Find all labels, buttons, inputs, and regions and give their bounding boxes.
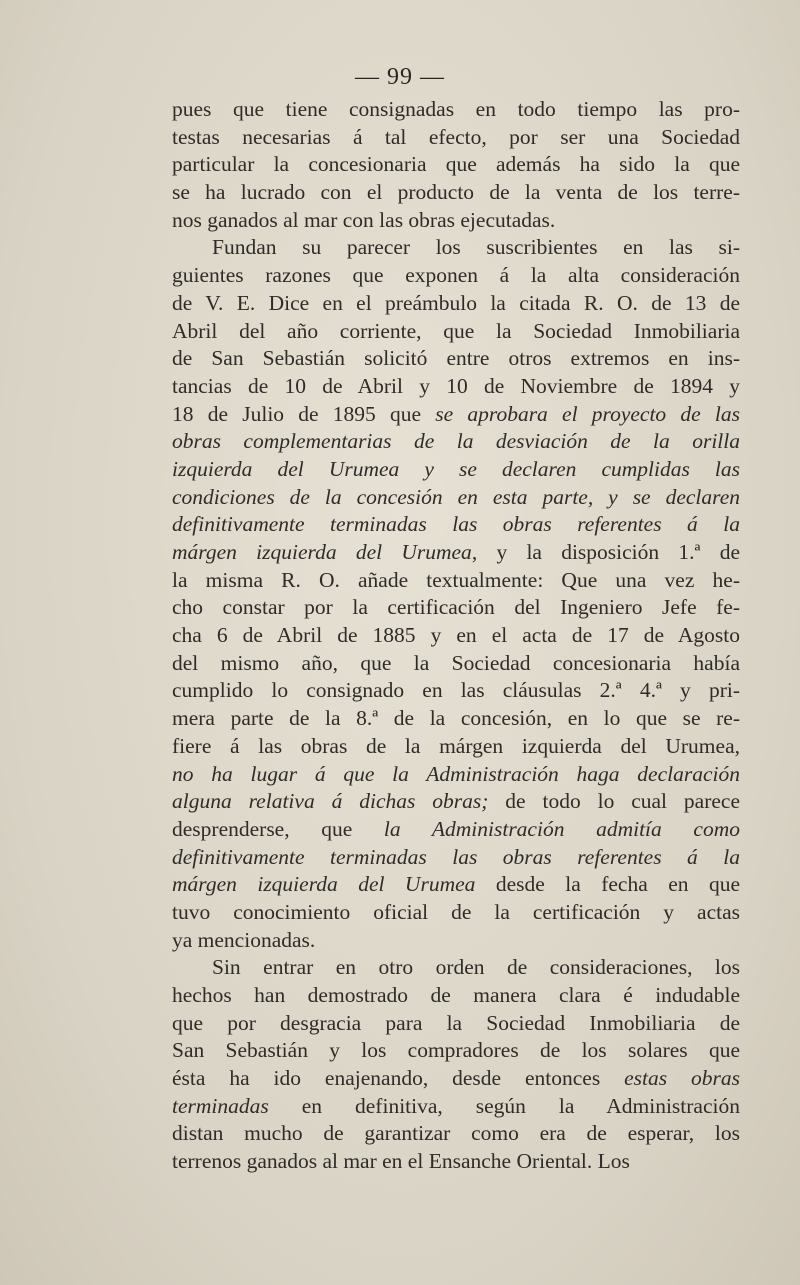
text-line [172,954,740,982]
paragraph [172,954,740,1176]
text-segment: de todo lo cual parece [488,789,740,814]
text-line [172,871,740,899]
text-line [172,899,740,927]
text-line [172,290,740,318]
italic-text: definitivamente terminadas las obras referentes á la [172,844,740,869]
text-segment: 18 de Julio de 1895 que [172,401,436,426]
text-line [172,539,740,567]
text-line [172,594,740,622]
text-segment: la misma R. O. añade textualmente: Que una vez he- [172,567,740,592]
text-line [172,207,740,235]
text-line [172,622,740,650]
italic-text: condiciones de la concesión en esta parte, y se declaren [172,484,740,509]
text-line [172,1148,740,1176]
text-segment: San Sebastián y los compradores de los solares que [172,1038,740,1063]
italic-text: la Administración admitía como [383,816,740,841]
text-line [172,401,740,429]
text-line [172,511,740,539]
text-line [172,428,740,456]
text-line [172,788,740,816]
paragraph [172,234,740,954]
text-line [172,179,740,207]
text-line [172,373,740,401]
text-line [172,456,740,484]
text-line [172,705,740,733]
text-segment: ya mencionadas. [172,927,316,952]
text-line [172,816,740,844]
text-line [172,1120,740,1148]
page-number: — 99 — [355,64,445,90]
text-segment: cumplido lo consignado en las cláusulas 2.ª 4.ª y pri- [172,678,740,703]
text-line [172,927,740,955]
text-segment: , y la disposición 1.ª de [471,540,740,564]
text-line [172,345,740,373]
text-line [172,124,740,152]
italic-text: alguna relativa á dichas obras; [172,789,489,814]
italic-text: definitivamente terminadas las obras referentes á la [172,512,740,537]
italic-text: se aprobara el proyecto de las [435,401,740,426]
text-line [172,262,740,290]
italic-text: márgen izquierda del Urumea [172,872,476,897]
text-segment: distan mucho de garantizar como era de esperar, los [172,1121,740,1146]
text-segment: ésta ha ido enajenando, desde entonces [172,1066,625,1091]
text-segment: se ha lucrado con el producto de la venta de los terre- [172,180,740,205]
text-segment: en definitiva, según la Administración [268,1093,740,1118]
text-line [172,318,740,346]
text-line [172,1065,740,1093]
text-segment: mera parte de la 8.ª de la concesión, en lo que se re- [172,706,740,731]
text-segment: del mismo año, que la Sociedad concesionaria había [172,650,740,675]
text-segment: fiere á las obras de la márgen izquierda del Urumea, [172,733,740,758]
italic-text: estas obras [624,1066,740,1091]
text-line [172,677,740,705]
paragraph [172,96,740,234]
text-segment: particular la concesionaria que además ha sido la que [172,152,740,177]
text-line [172,484,740,512]
text-segment: hechos han demostrado de manera clara é indudable [172,983,740,1007]
text-segment: Sin entrar en otro orden de consideraciones, los [212,955,740,980]
text-segment: nos ganados al mar con las obras ejecutadas. [172,207,556,232]
italic-text: izquierda del Urumea y se declaren cumplidas las [172,456,740,481]
text-segment: testas necesarias á tal efecto, por ser una Sociedad [172,124,740,149]
text-segment: cha 6 de Abril de 1885 y en el acta de 17 de Agosto [172,623,740,648]
text-segment: Abril del año corriente, que la Sociedad Inmobiliaria [172,318,740,343]
text-line [172,567,740,595]
text-line [172,1010,740,1038]
text-segment: tuvo conocimiento oficial de la certificación y actas [172,899,740,924]
text-line [172,844,740,872]
text-line [172,650,740,678]
italic-text: obras complementarias de la desviación de la orilla [172,429,740,454]
text-line [172,96,740,124]
text-segment: desprenderse, que [172,816,384,841]
text-line [172,761,740,789]
text-segment: terrenos ganados al mar en el Ensanche Oriental. Los [172,1149,630,1174]
text-segment: tancias de 10 de Abril y 10 de Noviembre de 1894 y [172,373,740,398]
text-segment: de San Sebastián solicitó entre otros extremos en ins- [172,346,740,371]
text-line [172,234,740,262]
text-segment: guientes razones que exponen á la alta consideración [172,263,740,288]
text-line [172,1037,740,1065]
text-line [172,1093,740,1121]
text-segment: de V. E. Dice en el preámbulo la citada R. O. de 13 de [172,290,740,315]
text-line [172,982,740,1010]
body-text [172,96,740,1176]
italic-text: terminadas [172,1093,269,1118]
italic-text: márgen izquierda del Urumea [172,540,472,564]
italic-text: no ha lugar á que la Administración haga declaración [172,761,740,786]
text-line [172,733,740,761]
text-line [172,151,740,179]
text-segment: cho constar por la certificación del Ingeniero Jefe fe- [172,595,740,620]
text-segment: pues que tiene consignadas en todo tiempo las pro- [172,97,740,121]
text-segment: desde la fecha en que [475,872,740,897]
text-segment: Fundan su parecer los suscribientes en las si- [212,235,740,260]
text-segment: que por desgracia para la Sociedad Inmobiliaria de [172,1010,740,1035]
